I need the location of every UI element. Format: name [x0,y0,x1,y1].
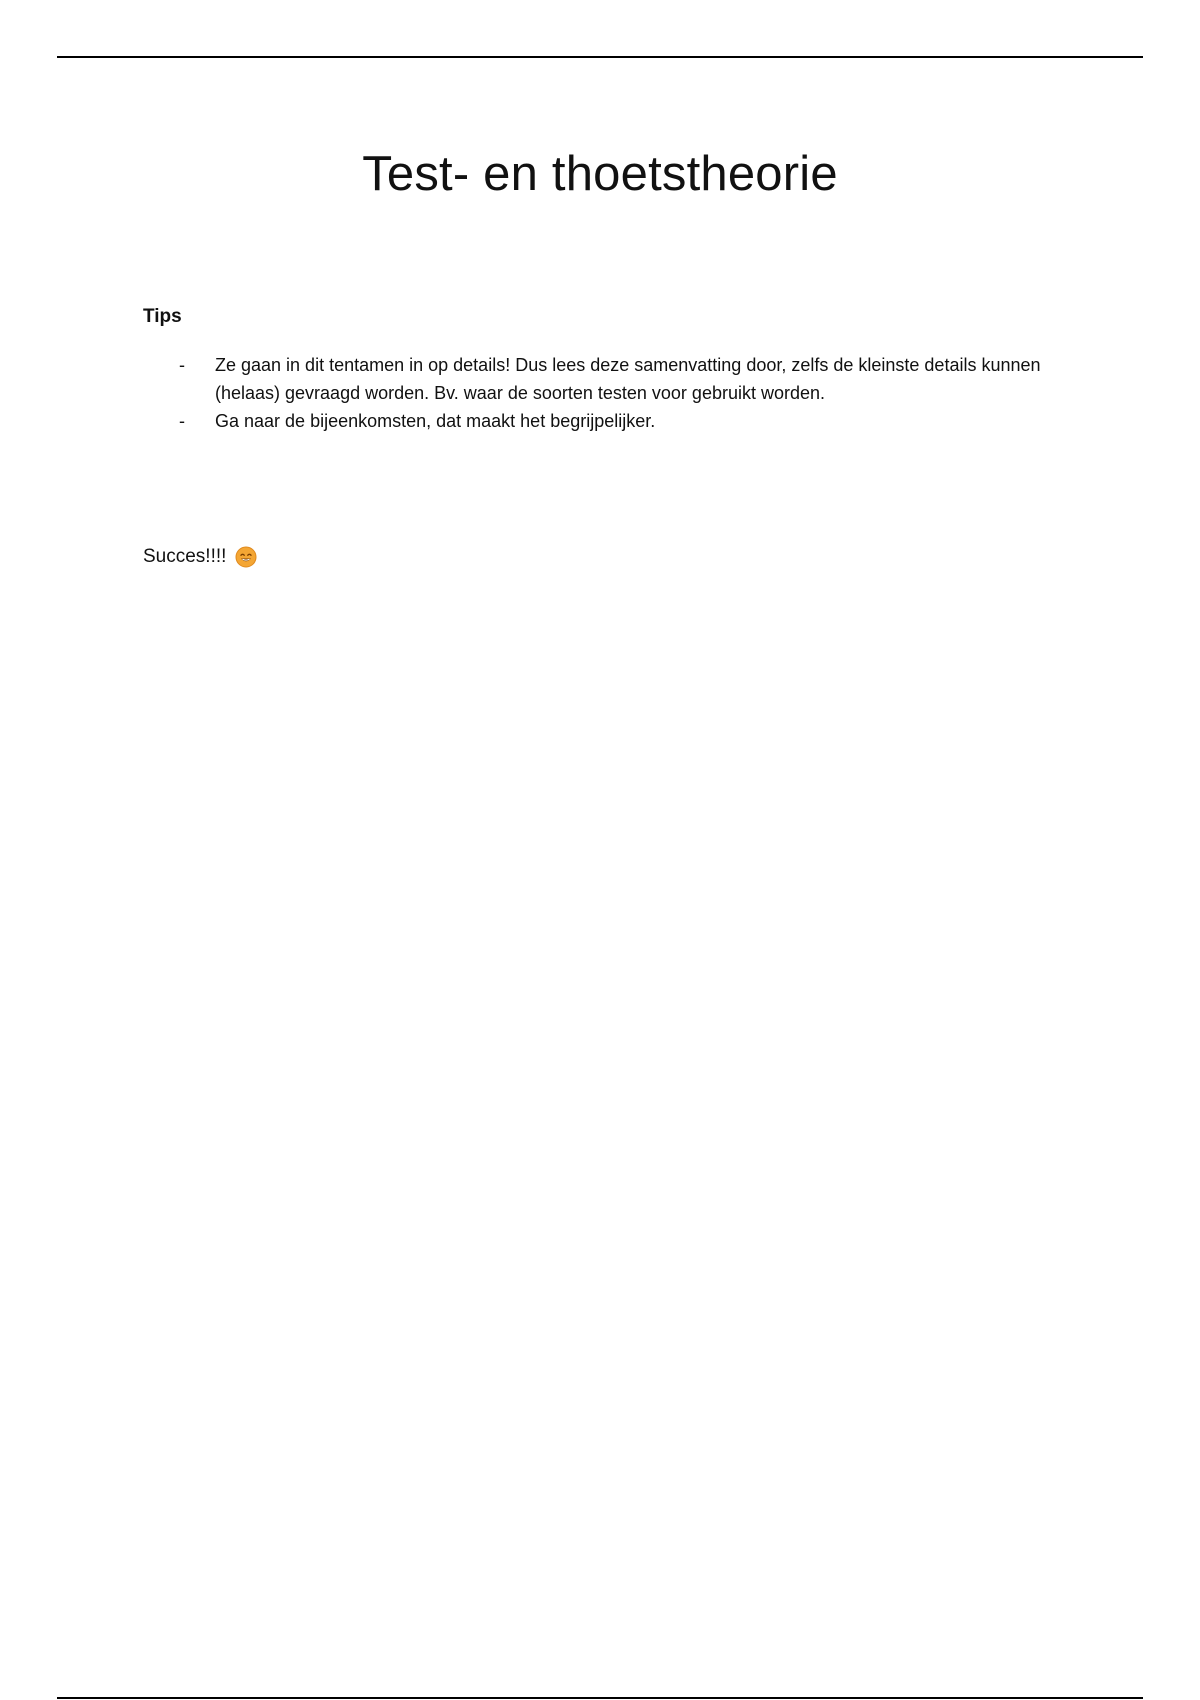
tips-list [143,351,1083,435]
list-bullet: - [179,411,185,431]
top-horizontal-rule [57,56,1143,58]
smiley-face-icon [235,546,257,568]
closing-text: Succes!!!! [143,546,227,567]
list-item [143,351,1083,407]
tip-text: Ze gaan in dit tentamen in op details! Dus lees deze samenvatting door, zelfs de kleinste details kunnen (helaas) gevraagd worden. Bv. waar de soorten testen voor gebruikt worden. [215,355,1041,403]
tips-heading: Tips [143,306,182,327]
closing-line [143,546,257,568]
tip-text: Ga naar de bijeenkomsten, dat maakt het begrijpelijker. [215,411,656,431]
list-item [143,407,1083,435]
list-bullet: - [179,355,185,375]
document-title: Test- en thoetstheorie [362,147,838,201]
bottom-horizontal-rule [57,1697,1143,1699]
